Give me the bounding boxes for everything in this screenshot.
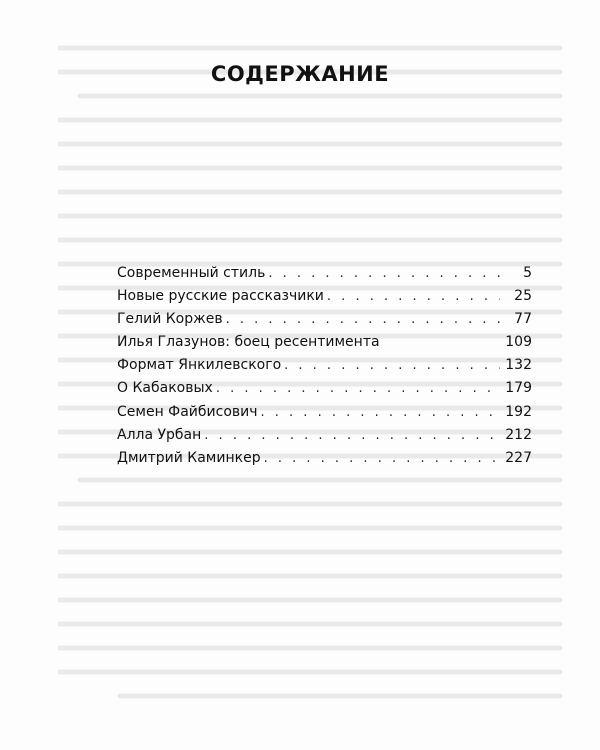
- toc-entry-page: 25: [514, 288, 532, 305]
- toc-entry-page: 109: [505, 334, 532, 351]
- toc-entry-title: Дмитрий Каминкер: [117, 449, 261, 466]
- page-title: СОДЕРЖАНИЕ: [210, 62, 390, 86]
- toc-entry: [117, 447, 532, 470]
- toc-dot-leader: [264, 447, 500, 470]
- toc-entry-page: 132: [505, 357, 532, 374]
- table-of-contents: [117, 262, 532, 470]
- toc-entry: [117, 424, 532, 447]
- toc-dot-leader: [284, 354, 500, 377]
- toc-entry-page: 192: [505, 403, 532, 420]
- toc-dot-leader: [216, 377, 500, 400]
- toc-entry: [117, 308, 532, 331]
- toc-entry-title: Современный стиль: [117, 265, 266, 281]
- toc-dot-leader: [204, 424, 500, 447]
- toc-entry: [117, 401, 532, 424]
- toc-entry-title: Формат Янкилевского: [117, 357, 282, 374]
- toc-entry-title: О Кабаковых: [117, 380, 213, 397]
- toc-entry: [117, 377, 532, 400]
- toc-dot-leader: [226, 308, 500, 331]
- toc-dot-leader: [327, 285, 500, 308]
- toc-entry-page: 179: [505, 380, 532, 397]
- toc-entry-title: Алла Урбан: [117, 426, 202, 443]
- toc-entry-title: Новые русские рассказчики: [117, 288, 324, 305]
- toc-entry-title: Гелий Коржев: [117, 311, 223, 328]
- toc-entry: [117, 285, 532, 308]
- toc-dot-leader: [268, 262, 500, 285]
- toc-entry-page: 212: [505, 426, 532, 443]
- toc-entry-page: 5: [523, 265, 532, 281]
- toc-entry: [117, 354, 532, 377]
- toc-entry: [117, 262, 532, 285]
- toc-entry-page: 227: [505, 449, 532, 466]
- toc-entry: [117, 331, 532, 354]
- toc-entry-page: 77: [514, 311, 532, 328]
- toc-entry-title: Илья Глазунов: боец ресентимента: [117, 334, 380, 351]
- toc-dot-leader: [261, 401, 500, 424]
- toc-entry-title: Семен Файбисович: [117, 403, 258, 420]
